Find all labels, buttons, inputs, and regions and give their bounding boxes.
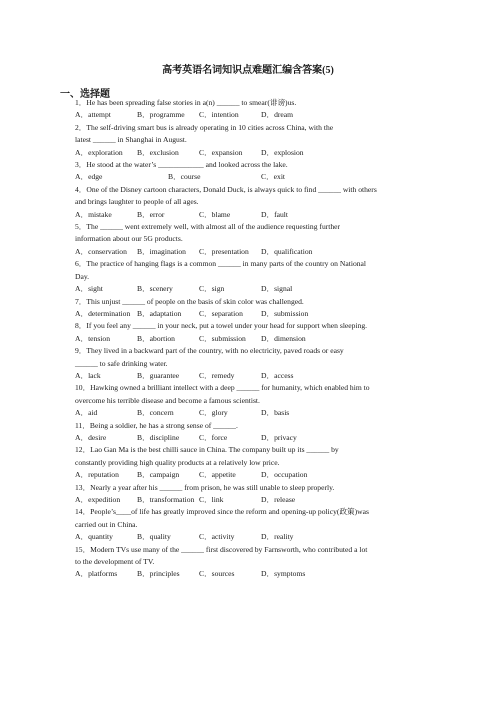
question-text: 15．Modern TVs use many of the ______ first discovered by Farnsworth, who contributed a lot [75, 544, 368, 554]
answer-option[interactable]: A．sight [75, 284, 103, 294]
answer-option[interactable]: B．quality [137, 532, 171, 542]
answer-option[interactable]: D．symptoms [261, 569, 306, 579]
answer-options [75, 432, 435, 444]
answer-option[interactable]: D．submission [261, 308, 309, 318]
question-text: carried out in China. [75, 519, 138, 529]
answer-option[interactable]: C．exit [261, 172, 286, 182]
answer-option[interactable]: D．basis [261, 408, 290, 418]
answer-option[interactable]: C．glory [199, 408, 228, 418]
answer-option[interactable]: B．transformation [137, 495, 195, 504]
answer-option[interactable]: A．platforms [75, 569, 118, 579]
answer-options [75, 531, 435, 543]
answer-option[interactable]: B．course [168, 172, 201, 182]
question-text: 9．They lived in a backward part of the country, with no electricity, paved roads or easy [75, 346, 344, 356]
answer-option[interactable]: C．remedy [199, 370, 235, 380]
question-text: 4．One of the Disney cartoon characters, Donald Duck, is always quick to find ______ with others [75, 184, 377, 194]
answer-option[interactable]: C．presentation [199, 246, 249, 256]
answer-option[interactable]: B．adaptation [137, 308, 182, 318]
question-text: 7．This unjust ______ of people on the basis of skin color was challenged. [75, 296, 304, 306]
question-text: Day. [75, 271, 90, 281]
question-text: 5．The ______ went extremely well, with almost all of the audience requesting further [75, 222, 341, 232]
answer-option[interactable]: D．access [261, 370, 294, 380]
answer-option[interactable]: A．aid [75, 408, 98, 418]
answer-option[interactable]: A．edge [75, 172, 103, 182]
question-text: ______ to safe drinking water. [75, 358, 168, 368]
answer-options [75, 568, 435, 580]
answer-options [75, 283, 435, 295]
question-item [75, 506, 435, 543]
answer-option[interactable]: A．reputation [75, 470, 119, 480]
answer-option[interactable]: A．desire [75, 432, 107, 442]
answer-options [75, 469, 435, 481]
answer-option[interactable]: C．intention [199, 110, 239, 120]
answer-option[interactable]: A．conservation [75, 246, 127, 256]
question-item [75, 320, 435, 345]
answer-option[interactable]: D．occupation [261, 470, 308, 480]
answer-option[interactable]: B．discipline [137, 432, 180, 442]
answer-option[interactable]: B．error [137, 209, 165, 219]
answer-option[interactable]: D．privacy [261, 432, 297, 442]
question-text: 10．Hawking owned a brilliant intellect with a deep ______ for humanity, which enabled him to [75, 383, 370, 393]
answer-option[interactable]: D．dimension [261, 333, 306, 343]
question-text: information about our 5G products. [75, 234, 183, 244]
answer-option[interactable]: D．explosion [261, 147, 304, 157]
question-item [75, 482, 435, 507]
answer-options [75, 171, 435, 183]
answer-options [75, 494, 435, 506]
answer-option[interactable]: C．link [199, 495, 224, 504]
question-text: 13．Nearly a year after his ______ from prison, he was still unable to sleep properly. [75, 482, 335, 492]
answer-option[interactable]: B．concern [137, 408, 174, 418]
answer-option[interactable]: A．mistake [75, 209, 112, 219]
answer-option[interactable]: A．determination [75, 308, 131, 318]
question-item [75, 122, 435, 159]
answer-option[interactable]: C．expansion [199, 147, 243, 157]
question-text: 3．He stood at the water’s ____________ and looked across the lake. [75, 160, 288, 170]
answer-option[interactable]: C．activity [199, 532, 235, 542]
answer-option[interactable]: D．qualification [261, 246, 313, 256]
question-text: 11．Being a soldier, he has a strong sense of ______. [75, 420, 238, 430]
answer-option[interactable]: D．dream [261, 110, 294, 120]
answer-option[interactable]: C．submission [199, 333, 246, 343]
question-text: to the development of TV. [75, 557, 155, 567]
answer-option[interactable]: D．signal [261, 284, 293, 294]
answer-option[interactable]: C．sources [199, 569, 235, 579]
answer-options [75, 370, 435, 382]
question-text: latest ______ in Shanghai in August. [75, 135, 187, 145]
question-item [75, 258, 435, 295]
answer-options [75, 407, 435, 419]
question-text: overcome his terrible disease and become a famous scientist. [75, 395, 260, 405]
question-item [75, 159, 435, 184]
question-text: 2．The self-driving smart bus is already operating in 10 cities across China, with the [75, 122, 334, 132]
question-item [75, 420, 435, 445]
answer-option[interactable]: C．force [199, 432, 228, 442]
question-text: and brings laughter to people of all ages. [75, 197, 199, 207]
question-text: constantly providing high quality products at a relatively low price. [75, 457, 280, 467]
answer-option[interactable]: C．sign [199, 284, 225, 294]
answer-option[interactable]: B．campaign [137, 470, 180, 480]
answer-option[interactable]: C．separation [199, 308, 243, 318]
question-text: 12．Lao Gan Ma is the best chilli sauce in China. The company built up its ______ by [75, 445, 339, 455]
answer-option[interactable]: A．expedition [75, 495, 121, 504]
question-item [75, 544, 435, 581]
question-item [75, 345, 435, 382]
answer-options [75, 109, 435, 121]
answer-option[interactable]: A．exploration [75, 147, 123, 157]
answer-option[interactable]: D．release [261, 495, 296, 504]
answer-option[interactable]: B．principles [137, 569, 180, 579]
answer-option[interactable]: B．abortion [137, 333, 175, 343]
answer-option[interactable]: B．exclusion [137, 147, 179, 157]
question-text: 1．He has been spreading false stories in a(n) ______ to smear(诽谤)us. [75, 98, 297, 107]
answer-option[interactable]: B．programme [137, 110, 185, 120]
answer-option[interactable]: A．quantity [75, 532, 113, 542]
answer-option[interactable]: D．fault [261, 209, 288, 219]
answer-options [75, 246, 435, 258]
question-list [75, 97, 435, 581]
answer-options [75, 308, 435, 320]
question-text: 8．If you feel any ______ in your neck, put a towel under your head for support when sleeping. [75, 321, 368, 331]
question-item [75, 221, 435, 258]
question-item [75, 97, 435, 122]
answer-option[interactable]: A．attempt [75, 110, 111, 120]
document-title: 高考英语名词知识点难题汇编含答案(5) [162, 65, 334, 76]
section-heading: 一、选择题 [60, 89, 110, 100]
answer-option[interactable]: C．appetite [199, 470, 236, 480]
question-text: 14．People’s____of life has greatly improved since the reform and opening-up policy(政策)was [75, 507, 369, 517]
answer-option[interactable]: D．reality [261, 532, 294, 542]
answer-option[interactable]: A．lack [75, 370, 101, 380]
answer-option[interactable]: B．guarantee [137, 370, 180, 380]
question-text: 6．The practice of hanging flags is a common ______ in many parts of the country on National [75, 259, 367, 269]
answer-options [75, 333, 435, 345]
question-item [75, 444, 435, 481]
answer-option[interactable]: B．imagination [137, 246, 186, 256]
answer-option[interactable]: C．blame [199, 209, 231, 219]
answer-option[interactable]: A．tension [75, 333, 111, 343]
answer-options [75, 147, 435, 159]
answer-options [75, 209, 435, 221]
question-item [75, 382, 435, 419]
answer-option[interactable]: B．scenery [137, 284, 173, 294]
question-item [75, 184, 435, 221]
question-item [75, 296, 435, 321]
